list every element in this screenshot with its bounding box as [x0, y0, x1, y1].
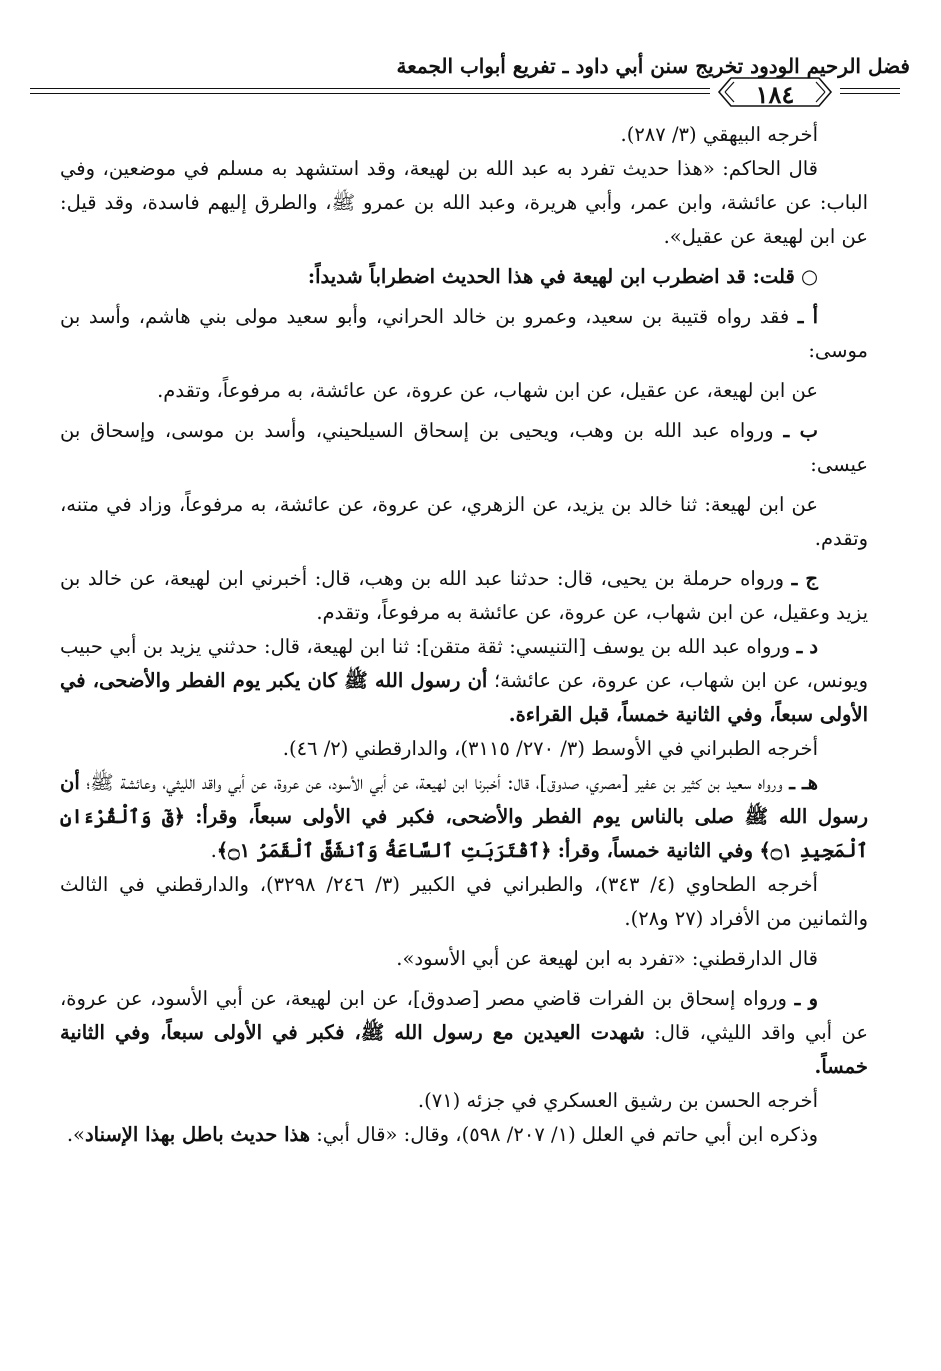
paragraph: أخرجه البيهقي (٣/ ٢٨٧). — [620, 123, 818, 146]
hadith-text: شهدت العيدين مع رسول الله ﷺ، فكبر في الأولى سبعاً، وفي الثانية خمساً. — [60, 1021, 868, 1078]
header-rule — [30, 88, 710, 89]
item-label: د ـ — [796, 635, 819, 658]
page-number-frame — [715, 74, 835, 110]
page-header — [30, 48, 910, 109]
paragraph: أخرجه الطحاوي (٤/ ٣٤٣)، والطبراني في الكبير (٣/ ٢٤٦/ ٣٢٩٨)، والدارقطني في الثالث والثمانين من الأفراد (٢٧ و٢٨). — [60, 873, 868, 930]
paragraph: قال الدارقطني: «تفرد به ابن لهيعة عن أبي الأسود». — [396, 947, 818, 970]
quran-verse: ﴿قٓ وَٱلْقُرْءَانِ ٱلْمَجِيدِ ۝١﴾ — [60, 805, 868, 862]
paragraph: قال الحاكم: «هذا حديث تفرد به عبد الله بن لهيعة، وقد استشهد به مسلم في موضعين، وفي الباب: عن عائشة، وابن عمر، وأبي هريرة، وعبد الله بن عمرو ﷺ، والطرق إليهم فاسدة، وقد قيل: عن ابن لهيعة عن عقيل». — [60, 157, 868, 248]
paragraph-text: ورواه إسحاق بن الفرات قاضي مصر [صدوق]، عن ابن لهيعة، عن أبي الأسود، عن عروة، عن أبي واقد الليثي، قال: — [60, 987, 868, 1044]
header-rule — [30, 93, 710, 94]
paragraph — [60, 630, 868, 732]
paragraph — [60, 414, 868, 482]
item-label: أ ـ — [797, 305, 818, 328]
item-label: ب ـ — [783, 419, 819, 442]
paragraph-text: ورواه حرملة بن يحيى، قال: حدثنا عبد الله بن وهب، قال: أخبرني ابن لهيعة، عن خالد بن يزيد وعقيل، عن ابن شهاب، عن عروة، عن عائشة به مرفوعاً، وتقدم. — [60, 567, 868, 624]
quran-verse: ﴿ٱقْتَرَبَتِ ٱلسَّاعَةُ وَٱنشَقَّ ٱلْقَمَرُ ۝١﴾ — [216, 839, 552, 862]
running-title: فضل الرحيم الودود تخريج سنن أبي داود ـ تفريع أبواب الجمعة — [396, 54, 910, 78]
header-rule — [840, 88, 900, 89]
hadith-text: أن رسول الله ﷺ كان يكبر يوم الفطر والأضحى، في الأولى سبعاً، وفي الثانية خمساً، قبل القراءة. — [60, 669, 868, 726]
item-label: ج ـ — [791, 567, 819, 590]
paragraph — [60, 300, 868, 368]
bold-statement: قلت: قد اضطرب ابن لهيعة في هذا الحديث اضطراباً شديداً: — [307, 265, 795, 288]
paragraph: عن ابن لهيعة، عن عقيل، عن ابن شهاب، عن عروة، عن عائشة، به مرفوعاً، وتقدم. — [157, 379, 818, 402]
paragraph-text: ورواه سعيد بن كثير بن عفير [مصري، صدوق]، قال: أخبرنا ابن لهيعة، عن أبي الأسود، عن عروة، عن أبي واقد الليثي، وعائشة ﷺ؛ — [86, 771, 783, 794]
paragraph: أخرجه الحسن بن رشيق العسكري في جزئه (٧١). — [417, 1089, 818, 1112]
bold-statement: هذا حديث باطل بهذا الإسناد — [84, 1123, 311, 1146]
paragraph — [60, 766, 868, 868]
paragraph: عن ابن لهيعة: ثنا خالد بن يزيد، عن الزهري، عن عروة، عن عائشة، به مرفوعاً، وزاد في متنه، وتقدم. — [60, 493, 868, 550]
paragraph-text: ورواه عبد الله بن يوسف [التنيسي: ثقة متقن]: ثنا ابن لهيعة، قال: حدثني يزيد بن أبي حبيب ويونس، عن ابن شهاب، عن عروة، عن عائشة؛ — [60, 635, 869, 692]
punctuation: . — [210, 839, 217, 862]
page-number: ١٨٤ — [755, 80, 795, 109]
paragraph-text: ورواه عبد الله بن وهب، ويحيى بن إسحاق السيلحيني، وأسد بن موسى، وإسحاق بن عيسى: — [60, 419, 868, 476]
paragraph: أخرجه الطبراني في الأوسط (٣/ ٢٧٠/ ٣١١٥)، والدارقطني (٢/ ٤٦). — [282, 737, 818, 760]
hadith-text: وفي الثانية خمساً، وقرأ: — [557, 839, 754, 862]
page-body — [60, 118, 868, 1152]
header-rule — [840, 93, 900, 94]
punctuation: ». — [66, 1123, 85, 1146]
paragraph-text: وذكره ابن أبي حاتم في العلل (١/ ٢٠٧/ ٥٩٨)، وقال: «قال أبي: — [316, 1123, 818, 1146]
paragraph — [60, 562, 868, 630]
paragraph — [60, 982, 868, 1084]
paragraph-text: فقد رواه قتيبة بن سعيد، وعمرو بن خالد الحراني، وأبو سعيد مولى بني هاشم، وأسد بن موسى: — [60, 305, 868, 362]
paragraph — [60, 260, 868, 294]
paragraph — [60, 1118, 868, 1152]
bullet-icon: ○ — [800, 265, 818, 288]
item-label: هـ ـ — [789, 771, 818, 794]
hadith-text: أن رسول الله ﷺ صلى بالناس يوم الفطر والأضحى، فكبر في الأولى سبعاً، وقرأ: — [60, 771, 869, 828]
item-label: و ـ — [794, 987, 818, 1010]
